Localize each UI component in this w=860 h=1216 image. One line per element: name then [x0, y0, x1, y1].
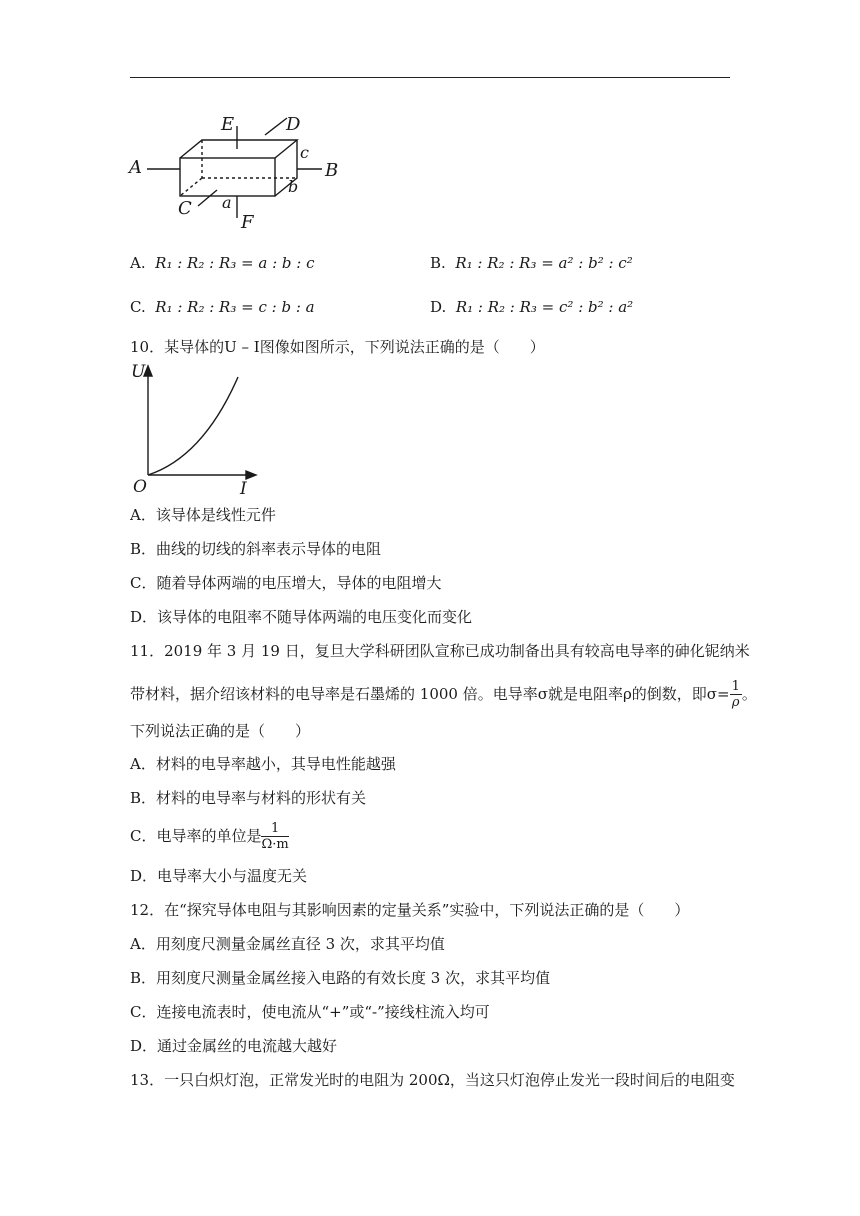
- axis-label-i: I: [240, 479, 247, 497]
- q10-option-d: D．该导体的电阻率不随导体两端的电压变化而变化: [130, 608, 473, 626]
- q12-option-c: C．连接电流表时，使电流从“+”或“-”接线柱流入均可: [130, 1003, 490, 1021]
- q11-option-a: A．材料的电导率越小，其导电性能越强: [130, 755, 396, 773]
- q12-stem: 12．在“探究导体电阻与其影响因素的定量关系”实验中，下列说法正确的是（ ）: [130, 901, 690, 919]
- header-rule: [130, 77, 730, 78]
- box-resistor-figure: [125, 110, 345, 235]
- unit-fraction: $\frac{1}{\Omega\cdot m}$: [261, 820, 289, 852]
- q11-stem-line1: 11．2019 年 3 月 19 日，复旦大学科研团队宣称已成功制备出具有较高电导率的砷化铌纳米: [130, 642, 750, 660]
- q9-option-c: C. R₁ : R₂ : R₃ = c : b : a: [130, 298, 315, 316]
- axis-label-u: U: [131, 362, 146, 382]
- label-E: E: [221, 114, 235, 135]
- q12-option-a: A．用刻度尺测量金属丝直径 3 次，求其平均值: [130, 935, 445, 953]
- label-c: c: [300, 143, 309, 162]
- q9-option-b: B. R₁ : R₂ : R₃ = a² : b² : c²: [430, 254, 633, 272]
- sigma-fraction: $\frac{1}{\rho}$: [731, 678, 740, 710]
- q9-option-a: A. R₁ : R₂ : R₃ = a : b : c: [130, 254, 315, 272]
- q13-stem: 13．一只白炽灯泡，正常发光时的电阻为 200Ω，当这只灯泡停止发光一段时间后的电阻变: [130, 1071, 735, 1089]
- label-C: C: [178, 198, 192, 219]
- u-i-graph: [128, 362, 263, 497]
- q12-option-d: D．通过金属丝的电流越大越好: [130, 1037, 338, 1055]
- q11-option-b: B．材料的电导率与材料的形状有关: [130, 789, 367, 807]
- label-b: b: [288, 177, 299, 196]
- label-a: a: [222, 193, 232, 212]
- label-A: A: [129, 157, 142, 178]
- q10-option-a: A．该导体是线性元件: [130, 506, 276, 524]
- label-B: B: [325, 160, 339, 181]
- label-F: F: [241, 212, 254, 233]
- q11-stem-line2: 带材料，据介绍该材料的电导率是石墨烯的 1000 倍。电导率σ就是电阻率ρ的倒数，即σ= $\frac{1}{\rho}$ 。: [130, 678, 757, 710]
- origin-label: O: [133, 477, 147, 497]
- q11-option-d: D．电导率大小与温度无关: [130, 867, 308, 885]
- q9-option-d: D. R₁ : R₂ : R₃ = c² : b² : a²: [430, 298, 634, 316]
- q10-stem: 10．某导体的U – I图像如图所示，下列说法正确的是（ ）: [130, 338, 545, 356]
- q10-option-b: B．曲线的切线的斜率表示导体的电阻: [130, 540, 382, 558]
- q11-option-c: C．电导率的单位是 $\frac{1}{\Omega\cdot m}$: [130, 820, 289, 852]
- q12-option-b: B．用刻度尺测量金属丝接入电路的有效长度 3 次，求其平均值: [130, 969, 551, 987]
- q11-stem-line3: 下列说法正确的是（ ）: [130, 722, 311, 740]
- label-D: D: [286, 114, 301, 135]
- q10-option-c: C．随着导体两端的电压增大，导体的电阻增大: [130, 574, 442, 592]
